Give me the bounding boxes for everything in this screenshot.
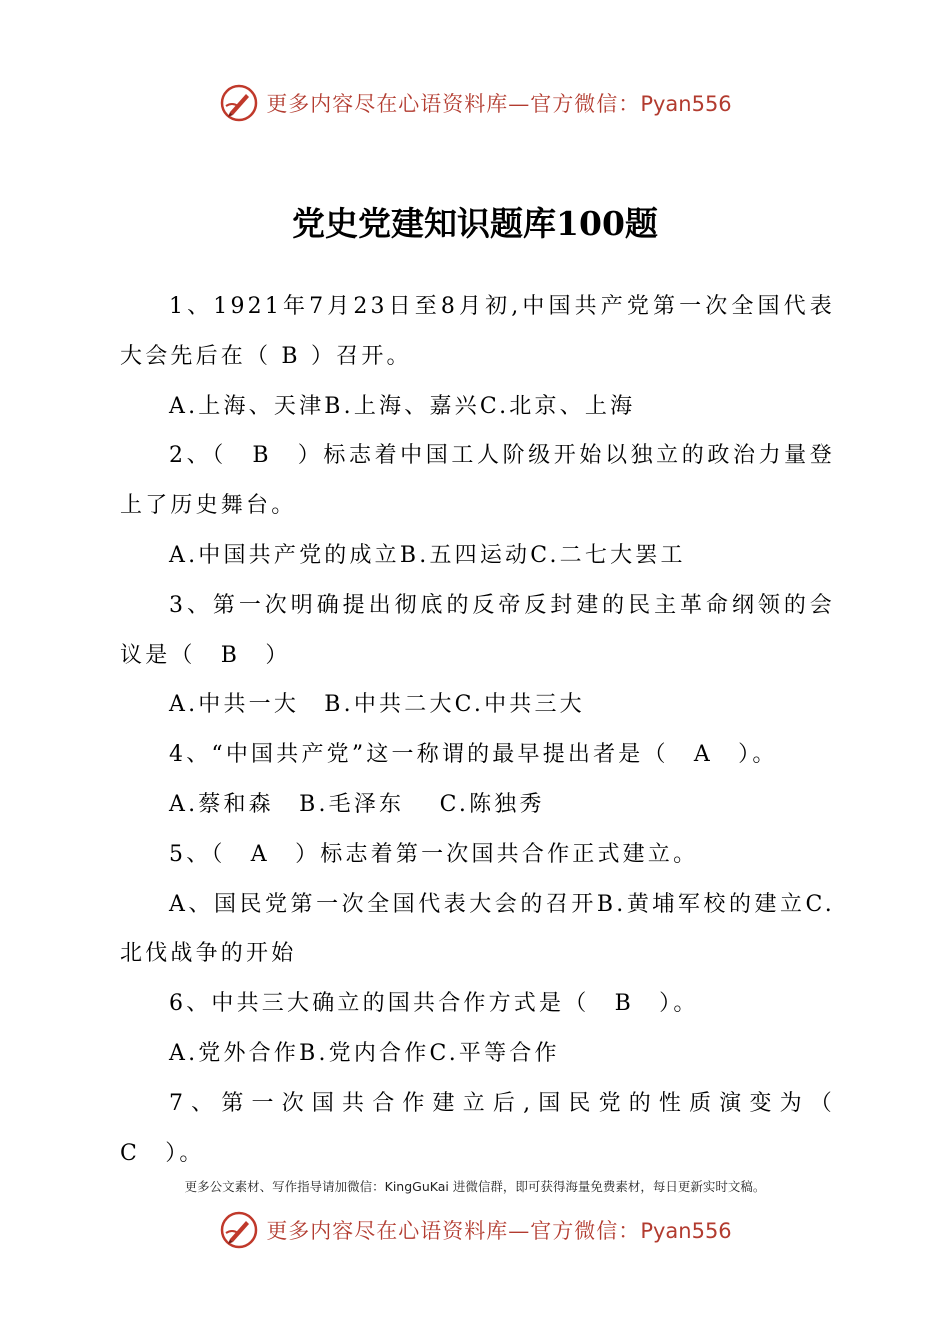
paragraph: A、国民党第一次全国代表大会的召开B.黄埔军校的建立C.北伐战争的开始 [120, 891, 835, 967]
document-title: 党史党建知识题库100题 [292, 204, 658, 243]
header-banner-wechat-id: Pyan556 [640, 92, 732, 116]
paragraph: A.中国共产党的成立B.五四运动C.二七大罢工 [169, 542, 686, 568]
paragraph: A.上海、天津B.上海、嘉兴C.北京、上海 [169, 393, 636, 419]
paragraph: 6、中共三大确立的国共合作方式是（ B ）。 [169, 991, 699, 1017]
footer-banner-wechat-id: Pyan556 [640, 1219, 732, 1243]
paragraph: 7、第一次国共合作建立后,国民党的性质演变为（ C ）。 [120, 1090, 871, 1166]
paragraph: A.蔡和森 B.毛泽东 C.陈独秀 [169, 791, 545, 817]
pen-logo-icon [218, 1209, 260, 1251]
paragraph: A.中共一大 B.中共二大C.中共三大 [169, 692, 585, 718]
paragraph: 3、第一次明确提出彻底的反帝反封建的民主革命纲领的会议是（ B ） [120, 592, 835, 668]
header-banner-text: 更多内容尽在心语资料库—官方微信： [266, 92, 641, 116]
document-body [120, 282, 871, 1178]
paragraph: 5、（ A ）标志着第一次国共合作正式建立。 [169, 841, 699, 867]
pen-logo-icon [218, 82, 260, 124]
footer-banner [0, 1205, 950, 1255]
footer-note: 更多公文素材、写作指导请加微信：KingGuKai 进微信群，即可获得海量免费素材，每日更新实时文稿。 [184, 1179, 766, 1194]
paragraph: A.党外合作B.党内合作C.平等合作 [169, 1040, 560, 1066]
paragraph: 4、“中国共产党”这一称谓的最早提出者是（ A ）。 [169, 742, 778, 768]
footer-banner-text: 更多内容尽在心语资料库—官方微信： [266, 1219, 641, 1243]
header-banner [0, 78, 950, 128]
paragraph: 2、（ B ）标志着中国工人阶级开始以独立的政治力量登上了历史舞台。 [120, 443, 835, 519]
paragraph: 1、1921年7月23日至8月初,中国共产党第一次全国代表大会先后在（ B ）召开。 [120, 294, 835, 369]
